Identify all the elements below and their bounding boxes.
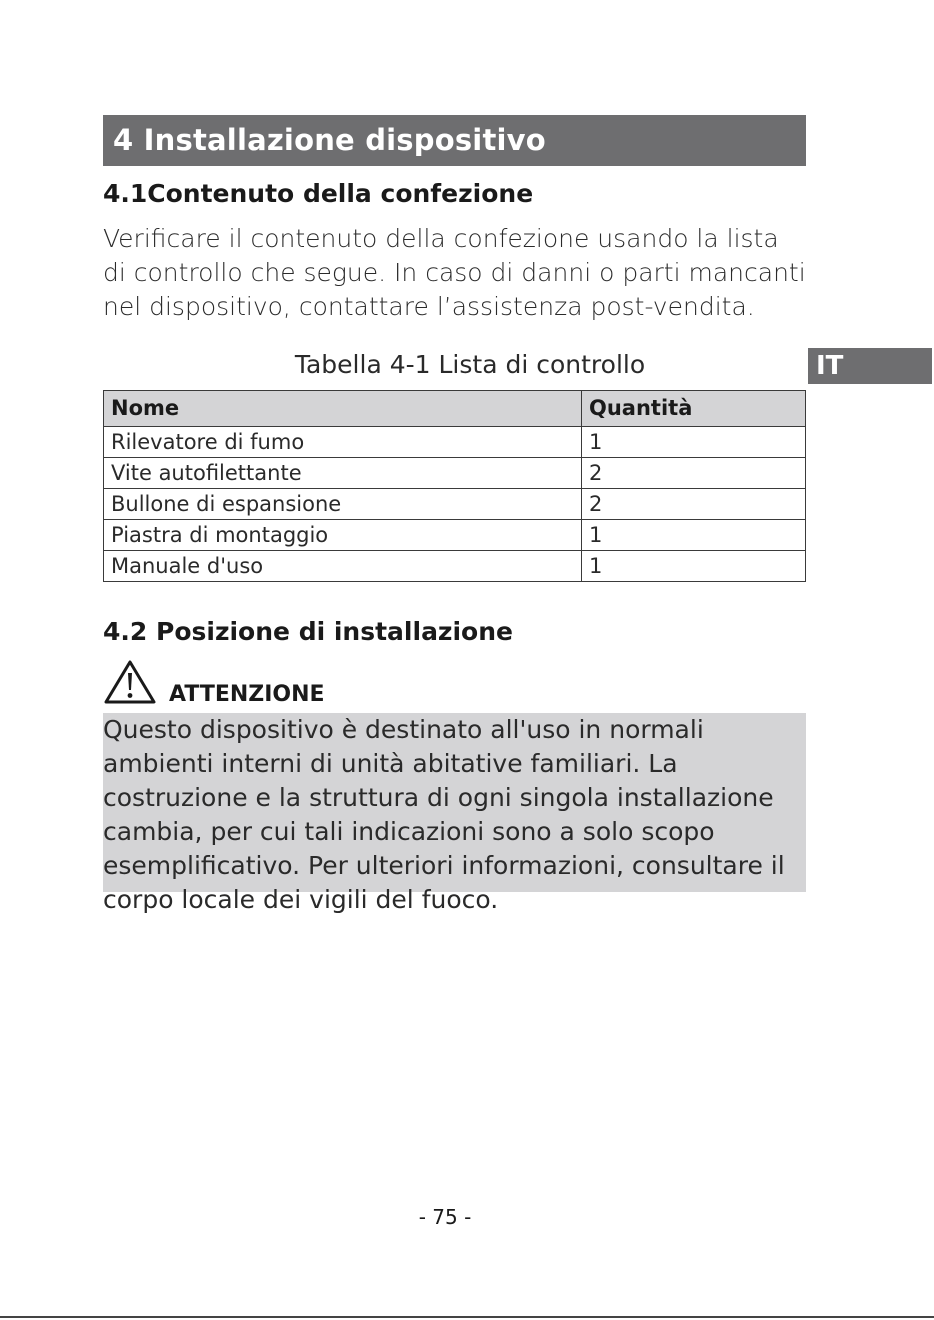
table-row	[104, 551, 806, 582]
subsection-heading-position: 4.2 Posizione di installazione	[103, 617, 513, 646]
item-name: Rilevatore di fumo	[104, 427, 582, 458]
item-quantity: 1	[582, 520, 806, 551]
item-quantity: 2	[582, 489, 806, 520]
warning-triangle-icon	[103, 659, 157, 705]
table-caption: Tabella 4-1 Lista di controllo	[294, 350, 646, 379]
table-row	[104, 427, 806, 458]
column-header-name: Nome	[104, 391, 582, 427]
page-number: - 75 -	[418, 1205, 472, 1229]
section-title: 4 Installazione dispositivo	[103, 115, 806, 166]
bottom-rule	[0, 1316, 934, 1318]
warning-heading	[103, 655, 325, 705]
item-quantity: 1	[582, 551, 806, 582]
intro-paragraph: Verificare il contenuto della confezione usando la lista di controllo che segue. In caso di danni o parti mancanti nel dispositivo, contattare l’assistenza post-vendita.	[103, 224, 806, 321]
table-header-row	[104, 391, 806, 427]
item-name: Vite autofilettante	[104, 458, 582, 489]
table-row	[104, 520, 806, 551]
item-name: Manuale d'uso	[104, 551, 582, 582]
item-name: Piastra di montaggio	[104, 520, 582, 551]
table-row	[104, 458, 806, 489]
column-header-quantity: Quantità	[582, 391, 806, 427]
checklist-table	[103, 390, 806, 582]
caution-note: Questo dispositivo è destinato all'uso in normali ambienti interni di unità abitative familiari. La costruzione e la struttura di ogni singola installazione cambia, per cui tali indicazioni sono a solo scopo esemplificativo. Per ulteriori informazioni, consultare il corpo locale dei vigili del fuoco.	[103, 713, 806, 892]
item-quantity: 2	[582, 458, 806, 489]
subsection-heading-contents: 4.1Contenuto della confezione	[103, 179, 534, 208]
warning-label: ATTENZIONE	[169, 682, 325, 707]
language-tab: IT	[808, 348, 932, 384]
item-quantity: 1	[582, 427, 806, 458]
table-row	[104, 489, 806, 520]
item-name: Bullone di espansione	[104, 489, 582, 520]
